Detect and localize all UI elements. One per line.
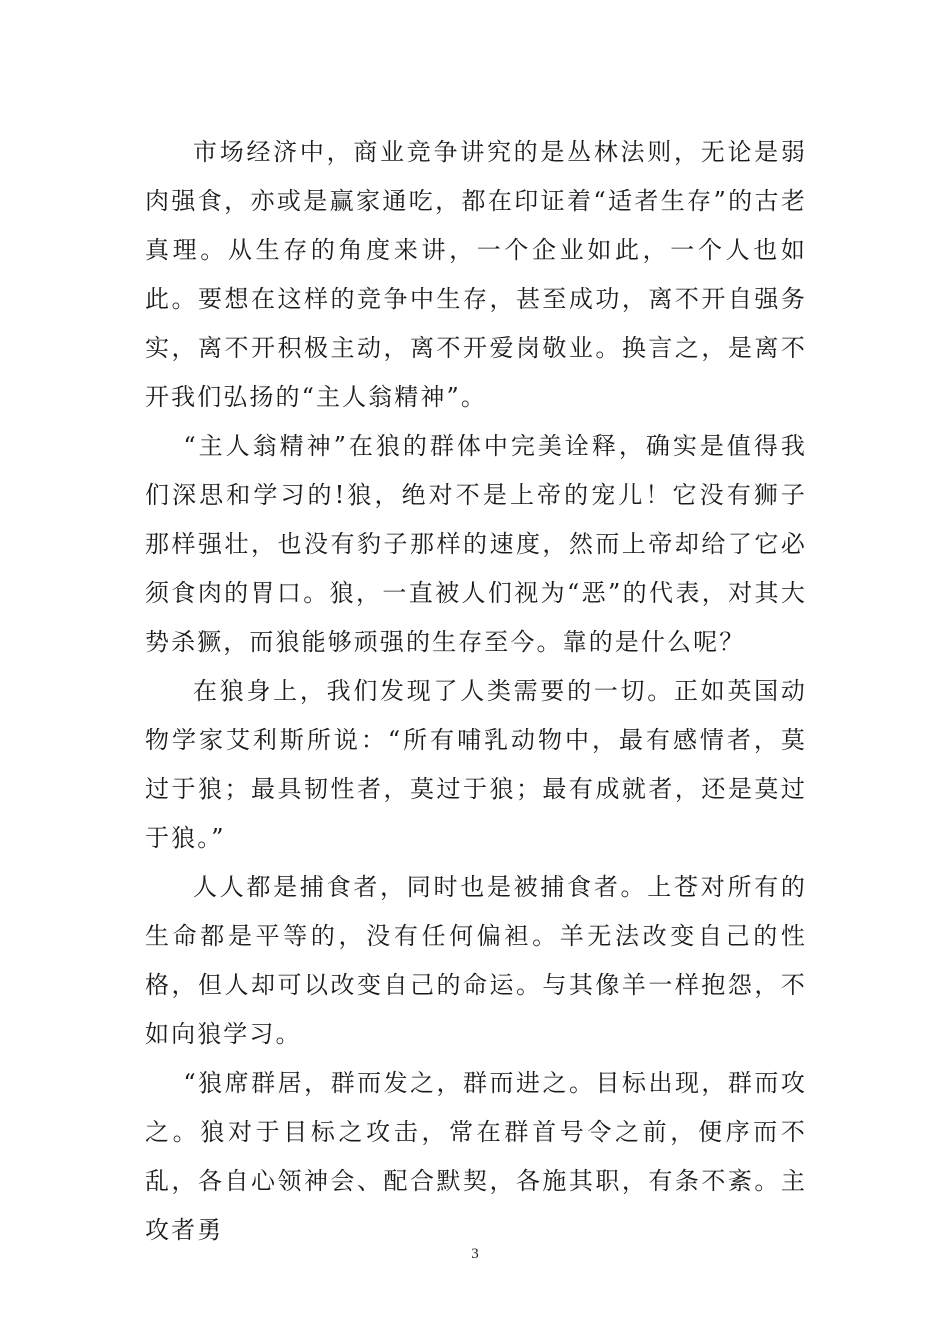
page-number: 3 bbox=[471, 1246, 479, 1262]
paragraph-wolf-pack: “狼席群居，群而发之，群而进之。目标出现，群而攻之。狼对于目标之攻击，常在群首号令之前，便序而不乱，各自心领神会、配合默契，各施其职，有条不紊。主攻者勇 bbox=[145, 1069, 807, 1244]
paragraph-predator: 人人都是捕食者，同时也是被捕食者。上苍对所有的生命都是平等的，没有任何偏袒。羊无法改变自己的性格，但人却可以改变自己的命运。与其像羊一样抱怨，不如向狼学习。 bbox=[145, 873, 807, 1048]
paragraph-owner-spirit: “主人翁精神”在狼的群体中完美诠释，确实是值得我们深思和学习的!狼，绝对不是上帝的宠儿！它没有狮子那样强壮，也没有豹子那样的速度，然而上帝却给了它必须食肉的胃口。狼，一直被人们视为“恶”的代表，对其大势杀獗，而狼能够顽强的生存至今。靠的是什么呢？ bbox=[145, 432, 807, 656]
document-body bbox=[145, 128, 807, 1255]
paragraph-wolf-quote: 在狼身上，我们发现了人类需要的一切。正如英国动物学家艾利斯所说：“所有哺乳动物中，最有感情者，莫过于狼；最具韧性者，莫过于狼；最有成就者，还是莫过于狼。” bbox=[145, 677, 807, 852]
paragraph-market-economy: 市场经济中，商业竞争讲究的是丛林法则，无论是弱肉强食，亦或是赢家通吃，都在印证着“适者生存”的古老真理。从生存的角度来讲，一个企业如此，一个人也如此。要想在这样的竞争中生存，甚至成功，离不开自强务实，离不开积极主动，离不开爱岗敬业。换言之，是离不开我们弘扬的“主人翁精神”。 bbox=[145, 138, 807, 411]
